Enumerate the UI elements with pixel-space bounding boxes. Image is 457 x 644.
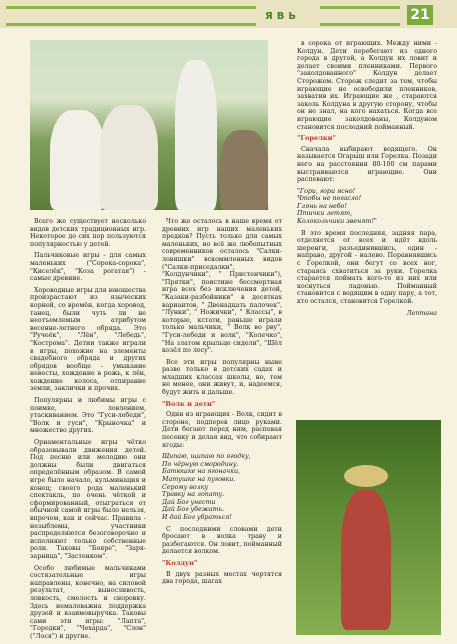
poem-line: "Гори, гори ясно! [297, 187, 356, 195]
game-heading-koldun: "Колдун" [162, 558, 198, 567]
poem-line: Птички летят, [297, 210, 353, 218]
poem-line: Колокольчики звенят!" [297, 218, 377, 226]
photo-figure-man [175, 60, 217, 210]
text-column-1 [30, 218, 146, 644]
poem-line: Дай Бог убежать. [162, 506, 225, 514]
photo-figure-boy-right [100, 105, 158, 210]
poem-line: Глянь на небо! [297, 202, 347, 210]
text-column-2 [162, 218, 282, 590]
photo-figure-boy-left [50, 110, 105, 210]
col1-paragraph: Всего же существует несколько видов детских традиционных игр. Некоторое до сих пор пользуются популярностью у детей. [30, 218, 146, 248]
photo-figure-girl [341, 490, 391, 630]
poem-line: Травку на лопату. [162, 491, 225, 499]
poem-wolf [162, 453, 282, 521]
col3-paragraph: Сначала выбирают водящего. Он называется Огарыш или Горелка. Позади него на расстоянии 80-100 см парами выстраиваются играющие. Они распевают: [297, 145, 437, 184]
col2-paragraph: Что же осталось в наше время от древних игр наших маленьких предков? Пусть только для самых маленьких, но всё же любопытных современников осталось "Салки-ловишки" вскоммленных видов ("Салки-приседалки", "Колдунчики", " Пристенчики"), "Прятки", поистине бессмертная игра всех без исключения детей, "Казаки-разбойники" в десятках вариантов, " Двенадцать палочек", "Лунки", " Ножички", " Классы", в которые, кстати, раньше играли только мальчики, " Волк во рву", "Гуси-лебеди и волк", "Колечко", "На златом крыльце сидели", "Шёл козёл по лесу". [162, 218, 282, 355]
col2-paragraph: Все эти игры популярны ныне разве только в детских садах и младших классах школы, но, тем не менее, они живут, и, надеемся, будут жить и дальше. [162, 358, 282, 397]
col1-paragraph: Орнаментальные игры чётко образовывали движения детей. Под песню или мелодию они должны были двигаться определённым образом. В самой игре было начало, кульминация и конец; своего рода маленький спектакль, по очень чёткой и сформированный, отыграться от обычной самой игры было нельзя, впрочем, как и сейчас. Правила - незыблемы, участники распределяются безоговорочно и исполняют только собственные роли. Таковы "Бояре", "Заря-зарница", "Застенком". [30, 439, 146, 560]
game-heading-wolf: "Волк и дети" [162, 399, 216, 408]
col3-paragraph: в сорока от играющих. Между ними - Колдун. Дети перебегают из одного города в другой, а Колдун их ловит и делает своими пленниками. Первого "заколдованного" Колдун делает Сторожем. Сторож следит за тем, чтобы играющие не освободили пленников, захватив их. Играющие же , стараются заколь Колдуна в другую сторону, чтобы он не знал, на кого нахаться. Когда все играющие заколдованы, Колдуном становится последний пойманный. [297, 40, 437, 131]
page-header [0, 0, 457, 28]
poem-line: Дай Бог унести [162, 498, 216, 506]
col1-paragraph: Пальчиковые игры - для самых маленьких ("Сорока-сорока", "Киселёк", "Коза рогатая") - самые древние. [30, 252, 146, 283]
poem-line: Батюшке на ягоначки, [162, 468, 241, 476]
poem-line: Чтобы не погасло! [297, 195, 362, 203]
header-ornament-left [6, 6, 256, 26]
game-heading-gorelki: "Горелки" [297, 134, 336, 143]
col2-paragraph: Один из играющих - Волк, сидит в стороне, подперев лицо руками. Дети бегают перед ним, распевая песенку и делая вид, что собирают ягоды: [162, 411, 282, 449]
page-number: 21 [407, 5, 433, 25]
col1-paragraph: Популярны и любимы игры с поимке, ловлением, утаскиванием. Это "Гуси-лебеди", "Волк и гуси", "Крыночка" и множество других. [30, 397, 146, 435]
photo-figure-crowd [220, 130, 268, 210]
photo-wreath [344, 465, 388, 487]
author-signature: Лептана [406, 309, 437, 317]
col3-paragraph: В это время последняя, задняя пара, отделяется от всех и идёт вдоль шеренги, разъединившись, один - направо, другой - налево. Поравнявшись с Горелкой, они бегут со всех ног, стараясь схватиться за руки. Горелка старается поймать кого-то из них или коснуться ладонью. Пойманный становится с водящим в одну пару, а тот, кто остался, становится Горелкой. [297, 229, 437, 305]
section-title: ЯВЬ [265, 11, 300, 22]
poem-line: Матушке на пуговки. [162, 476, 236, 483]
text-column-3 [297, 40, 437, 317]
poem-gorelki [297, 188, 437, 226]
col2-paragraph: В двух разных местах чертятся два города, шагах [162, 570, 282, 586]
poem-line: Серому волку [162, 483, 209, 491]
col1-paragraph: Хороводные игры для юношества произрастают из языческих корней, со времён, когда хоровод, танец, были чуть ли не неотъемлемым атрибутом весенне-летнего обряда. Это "Ручеёк", "Лён", "Лебедь", "Кострома". Детии также играли в игры, похожие на элементы свадебного обряда и других обрядов вообще - умыкание невесты, хождение в рожь, к лён, хождение колоса, отпирание земли, заклички и прочих. [30, 286, 146, 393]
photo-girl-wreath [296, 420, 441, 635]
poem-line: И дай Бог убраться! [162, 513, 232, 521]
poem-line: Щипаю, щипаю по ягодку, [162, 453, 251, 461]
col1-paragraph: Особо любимые мальчиками состязательные игры направлены, конечно, на силовой результат, выносливость, ловкость, смелость и сноровку. Здесь немаловажна поддержка друзей и взаимовыручка. Таковы сами эти игры: "Лапта", "Городки", "Чехарда", "Слон" ("Лося") и другие. [30, 564, 146, 640]
col2-paragraph: С последними словами дети бросают в волка траву и разбегаются. Он ловит, пойманный делается волком. [162, 525, 282, 556]
poem-line: По чёрную смородину. [162, 460, 239, 468]
photo-boys-game [30, 40, 268, 210]
header-ornament-right [320, 6, 400, 26]
